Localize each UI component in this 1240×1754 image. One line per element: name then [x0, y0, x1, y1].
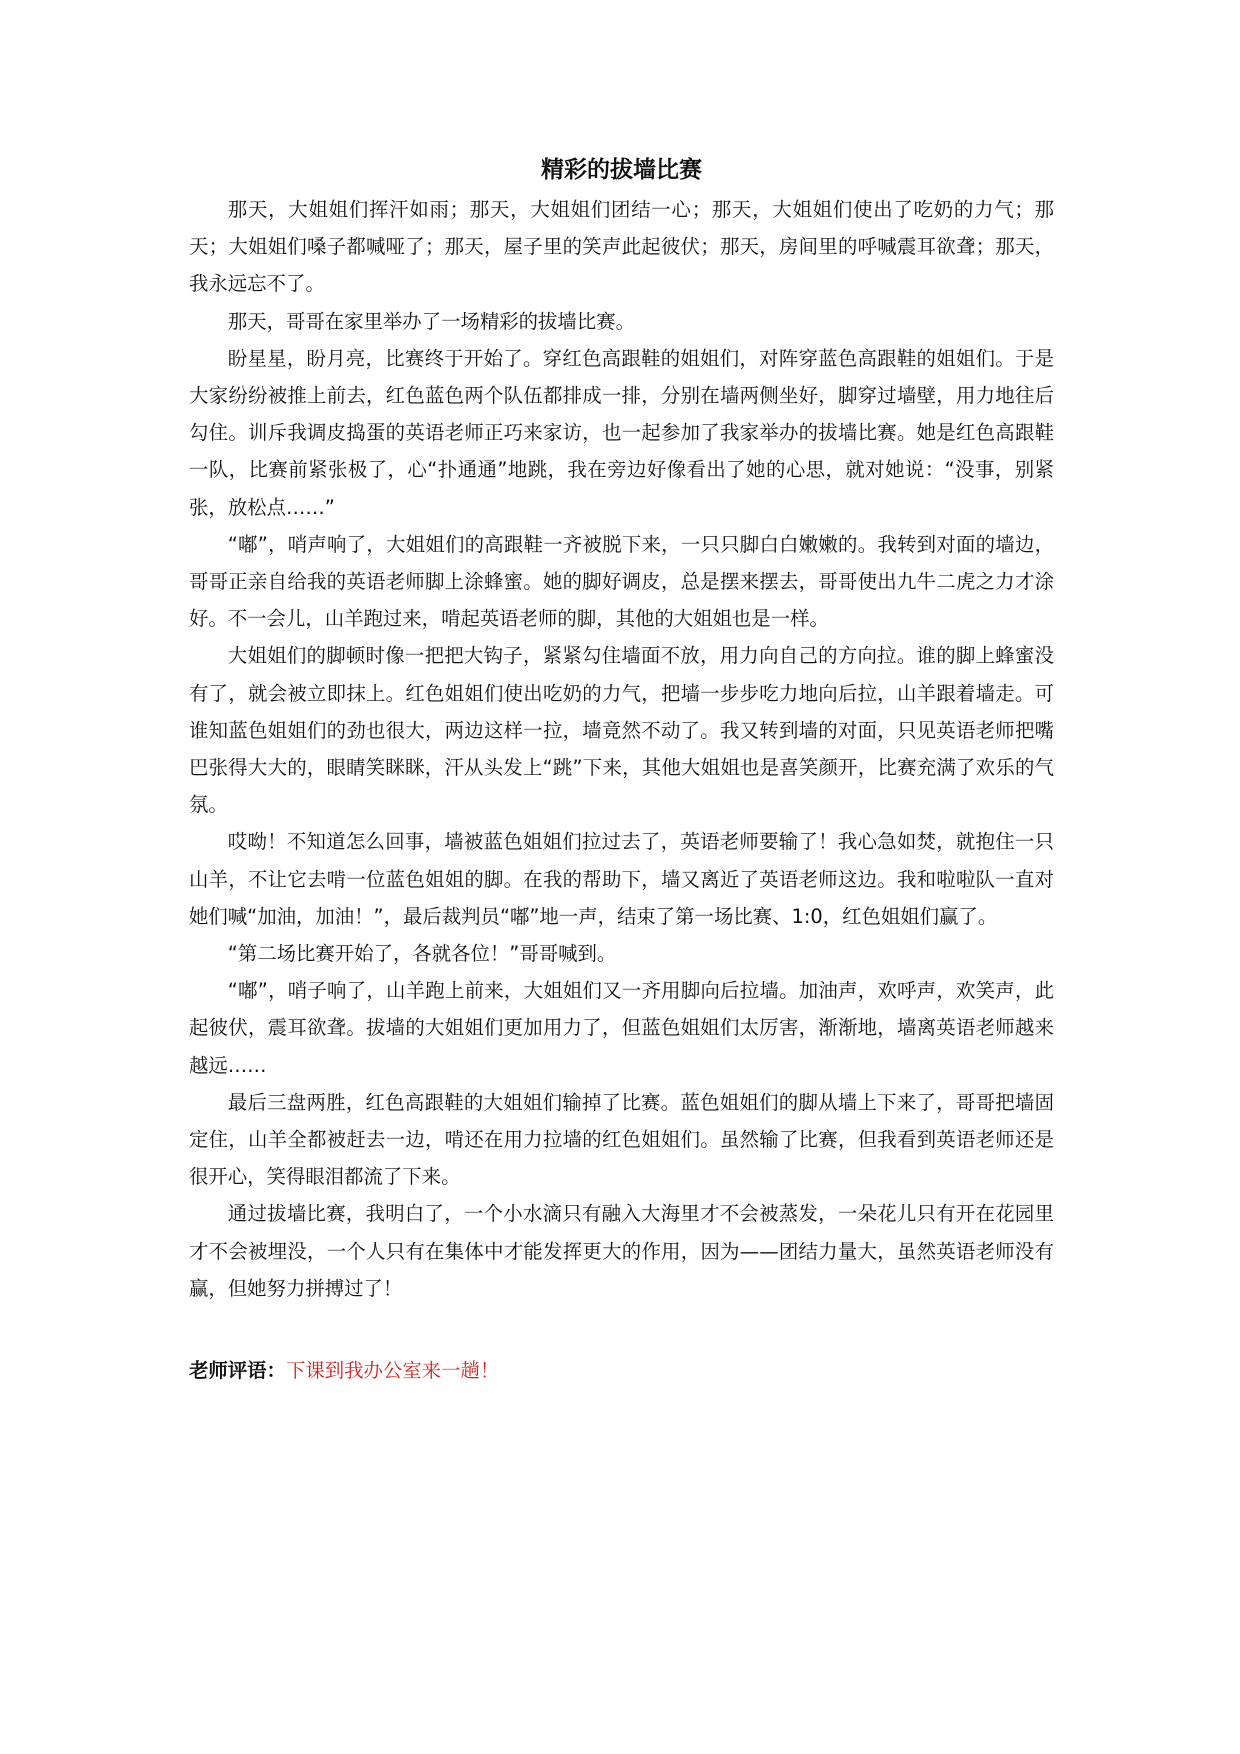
paragraph-5: 大姐姐们的脚顿时像一把把大钩子，紧紧勾住墙面不放，用力向自己的方向拉。谁的脚上蜂蜜没有了，就会被立即抹上。红色姐姐们使出吃奶的力气，把墙一步步吃力地向后拉，山羊跟着墙走。可谁知蓝色姐姐们的劲也很大，两边这样一拉，墙竟然不动了。我又转到墙的对面，只见英语老师把嘴巴张得大大的，眼睛笑眯眯，汗从头发上“跳”下来，其他大姐姐也是喜笑颜开，比赛充满了欢乐的气氛。	[189, 644, 1054, 817]
paragraph-1: 那天，大姐姐们挥汗如雨；那天，大姐姐们团结一心；那天，大姐姐们使出了吃奶的力气；那天；大姐姐们嗓子都喊哑了；那天，屋子里的笑声此起彼伏；那天，房间里的呼喊震耳欲聋；那天，我永远忘不了。	[189, 198, 1054, 296]
paragraph-2: 那天，哥哥在家里举办了一场精彩的拔墙比赛。	[227, 309, 635, 333]
document-page	[189, 152, 1054, 1389]
paragraph-9: 最后三盘两胜，红色高跟鞋的大姐姐们输掉了比赛。蓝色姐姐们的脚从墙上下来了，哥哥把墙固定住，山羊全都被赶去一边，啃还在用力拉墙的红色姐姐们。虽然输了比赛，但我看到英语老师还是很开心，笑得眼泪都流了下来。	[189, 1090, 1054, 1189]
teacher-comment-text: 下课到我办公室来一趟！	[285, 1359, 500, 1383]
paragraph-6: 哎呦！不知道怎么回事，墙被蓝色姐姐们拉过去了，英语老师要输了！我心急如焚，就抱住一只山羊，不让它去啃一位蓝色姐姐的脚。在我的帮助下，墙又离近了英语老师这边。我和啦啦队一直对她们喊“加油，加油！”，最后裁判员“嘟”地一声，结束了第一场比赛、1:0，红色姐姐们赢了。	[189, 830, 1054, 928]
document-title: 精彩的拔墙比赛	[541, 157, 702, 183]
teacher-comment-label: 老师评语：	[189, 1359, 286, 1383]
paragraph-7: “第二场比赛开始了，各就各位！”哥哥喊到。	[227, 942, 617, 966]
paragraph-4: “嘟”，哨声响了，大姐姐们的高跟鞋一齐被脱下来，一只只脚白白嫩嫩的。我转到对面的墙边，哥哥正亲自给我的英语老师脚上涂蜂蜜。她的脚好调皮，总是摆来摆去，哥哥使出九牛二虎之力才涂好。不一会儿，山羊跑过来，啃起英语老师的脚，其他的大姐姐也是一样。	[189, 532, 1054, 631]
paragraph-8: “嘟”，哨子响了，山羊跑上前来，大姐姐们又一齐用脚向后拉墙。加油声，欢呼声，欢笑声，此起彼伏，震耳欲聋。拔墙的大姐姐们更加用力了，但蓝色姐姐们太厉害，渐渐地，墙离英语老师越来越远……	[189, 979, 1054, 1077]
paragraph-3: 盼星星，盼月亮，比赛终于开始了。穿红色高跟鞋的姐姐们，对阵穿蓝色高跟鞋的姐姐们。于是大家纷纷被推上前去，红色蓝色两个队伍都排成一排，分别在墙两侧坐好，脚穿过墙壁，用力地往后勾住。训斥我调皮捣蛋的英语老师正巧来家访，也一起参加了我家举办的拔墙比赛。她是红色高跟鞋一队，比赛前紧张极了，心“扑通通”地跳，我在旁边好像看出了她的心思，就对她说：“没事，别紧张，放松点……”	[189, 346, 1054, 519]
paragraph-10: 通过拔墙比赛，我明白了，一个小水滴只有融入大海里才不会被蒸发，一朵花儿只有开在花园里才不会被埋没，一个人只有在集体中才能发挥更大的作用，因为——团结力量大，虽然英语老师没有赢，但她努力拼搏过了！	[189, 1202, 1054, 1300]
teacher-comment	[189, 1352, 1054, 1389]
